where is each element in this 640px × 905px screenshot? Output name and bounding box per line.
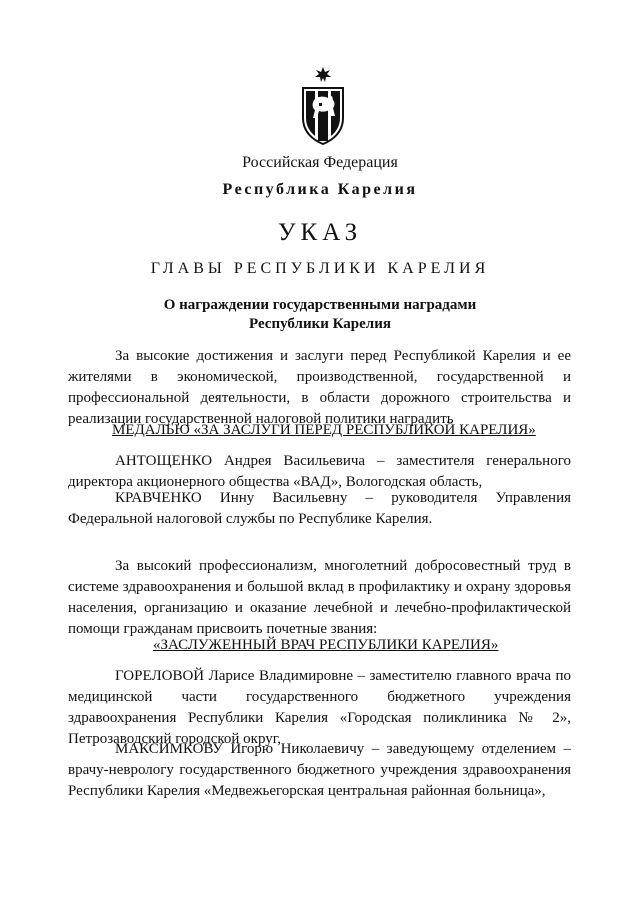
- nominee-paragraph: ГОРЕЛОВОЙ Ларисе Владимировне – заместителю главного врача по медицинской части государственного бюджетного учреждения здравоохранения Республики Карелия «Городская поликлиника № 2», Петрозаводский городской округ,: [68, 668, 571, 747]
- decree-title: [0, 296, 640, 334]
- award-heading: МЕДАЛЬЮ «ЗА ЗАСЛУГИ ПЕРЕД РЕСПУБЛИКОЙ КАРЕЛИЯ»: [112, 422, 536, 438]
- preamble-paragraph: За высокие достижения и заслуги перед Республикой Карелия и ее жителями в экономической, производственной, государственной и профессиональной деятельности, в области дорожного строительства и реализации государственной налоговой политики наградить: [68, 348, 571, 427]
- decree-title-line: О награждении государственными наградами: [163, 297, 477, 313]
- nominee-paragraph: МАКСИМКОВУ Игорю Николаевичу – заведующему отделением – врачу-неврологу государственного бюджетного учреждения здравоохранения Республики Карелия «Медвежьегорская центральная районная больница»,: [68, 741, 571, 799]
- preamble-paragraph: За высокий профессионализм, многолетний добросовестный труд в системе здравоохранения и большой вклад в профилактику и охрану здоровья населения, организацию и оказание лечебной и лечебно-профилактической помощи гражданам присвоить почетные звания:: [68, 558, 571, 637]
- award-heading: «ЗАСЛУЖЕННЫЙ ВРАЧ РЕСПУБЛИКИ КАРЕЛИЯ»: [153, 637, 499, 653]
- republic-name: Республика Карелия: [222, 181, 418, 198]
- decree-title-line: Республики Карелия: [249, 316, 391, 332]
- nominee-paragraph: АНТОЩЕНКО Андрея Васильевича – заместителя генерального директора акционерного общества «ВАД», Вологодская область,: [68, 453, 571, 490]
- issuer: ГЛАВЫ РЕСПУБЛИКИ КАРЕЛИЯ: [150, 260, 490, 277]
- coat-of-arms-icon: [300, 66, 346, 146]
- country-name: Российская Федерация: [242, 154, 398, 171]
- nominee-paragraph: КРАВЧЕНКО Инну Васильевну – руководителя Управления Федеральной налоговой службы по Республике Карелия.: [68, 490, 571, 527]
- document-type: УКАЗ: [277, 219, 363, 246]
